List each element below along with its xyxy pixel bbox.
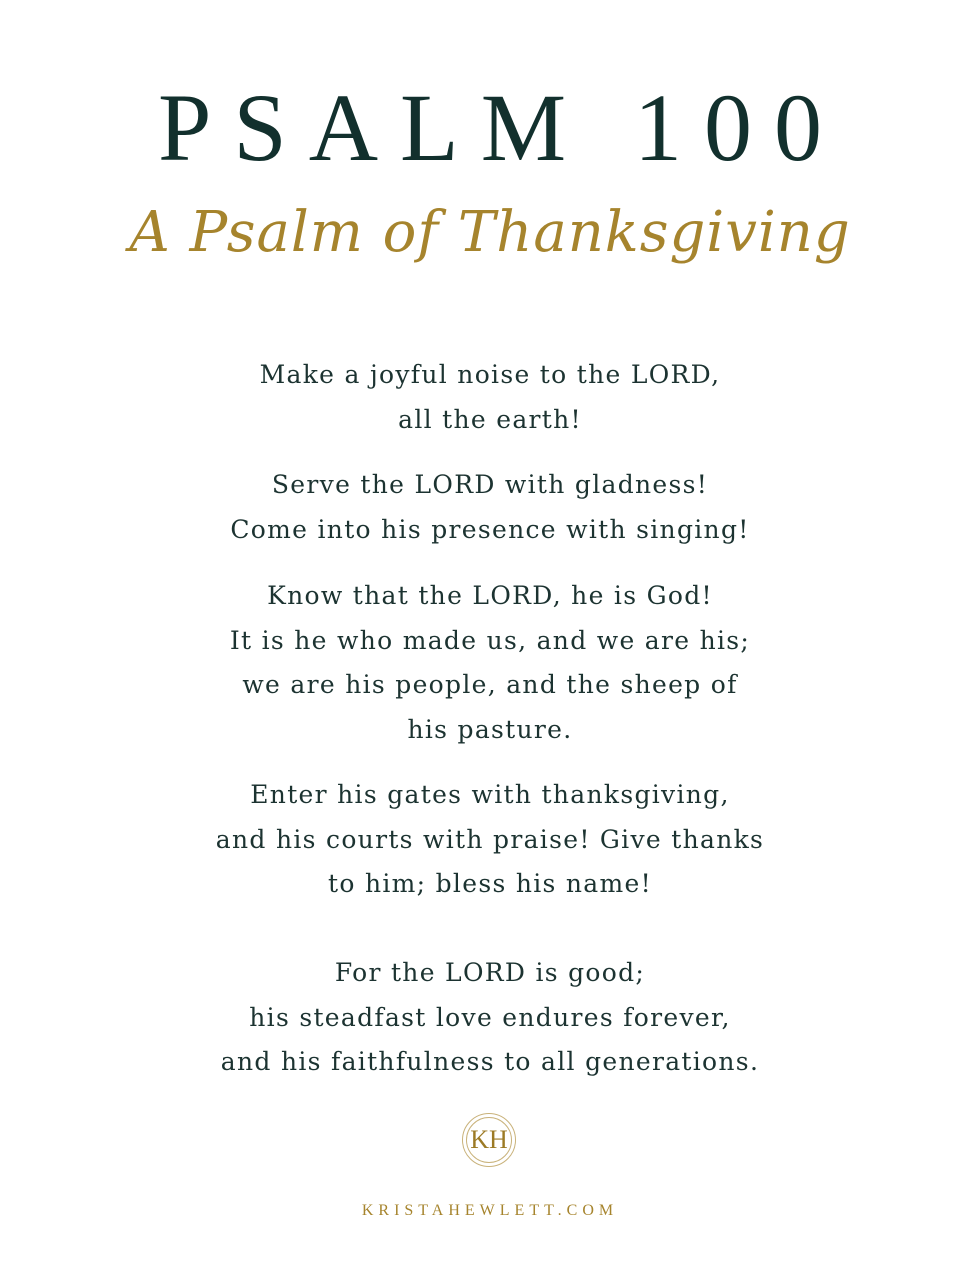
verse-line: It is he who made us, and we are his; [229, 625, 751, 655]
verse-line: to him; bless his name! [328, 869, 652, 898]
verse-line: his pasture. [407, 714, 573, 744]
stanza-2 [0, 463, 980, 552]
verse-line: and his faithfulness to all generations. [220, 1047, 760, 1076]
verse-line: Make a joyful noise to the LORD, [259, 360, 721, 389]
stanza-4 [0, 773, 980, 907]
verse-line: all the earth! [398, 404, 582, 434]
stanza-5 [0, 951, 980, 1085]
verse-line: we are his people, and the sheep of [242, 670, 738, 699]
kh-monogram-logo [462, 1113, 516, 1167]
verse-line: Come into his presence with singing! [230, 514, 750, 544]
website-link[interactable]: KRISTAHEWLETT.COM [361, 1202, 619, 1219]
logo-letters: KH [470, 1125, 508, 1154]
verse-line: Enter his gates with thanksgiving, [250, 780, 730, 809]
stanza-3 [0, 574, 980, 752]
subtitle: A Psalm of Thanksgiving [129, 200, 851, 265]
verse-line: Know that the LORD, he is God! [267, 581, 713, 610]
stanza-1 [0, 353, 980, 442]
page-title: PSALM 100 [157, 74, 845, 181]
verse-line: his steadfast love endures forever, [249, 1002, 731, 1032]
verse-line: and his courts with praise! Give thanks [215, 824, 765, 854]
verse-line: For the LORD is good; [334, 958, 646, 987]
verse-line: Serve the LORD with gladness! [271, 470, 709, 499]
